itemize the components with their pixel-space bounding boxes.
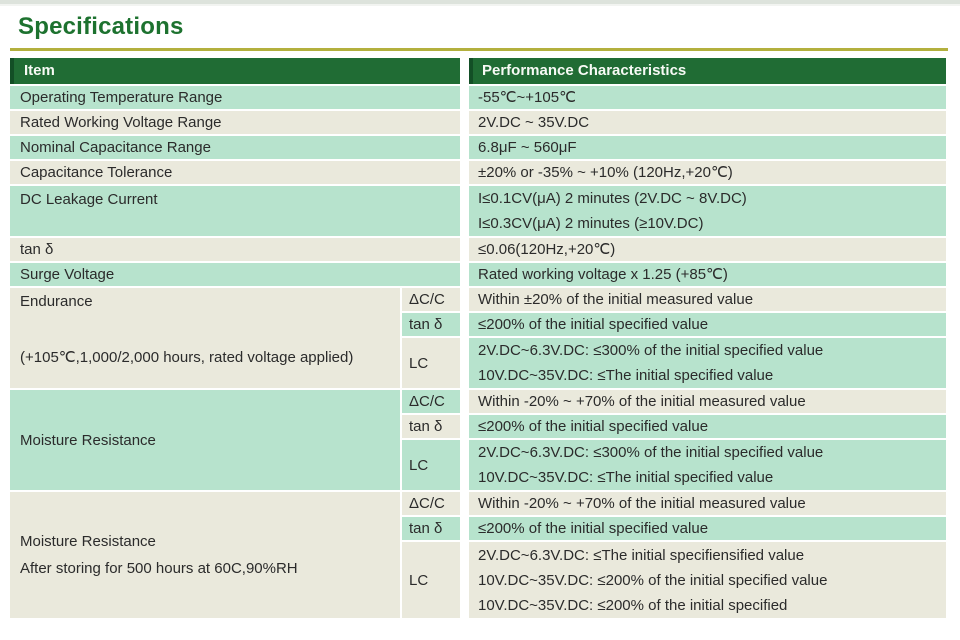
value-cell — [469, 238, 946, 261]
sub-label-cell — [402, 440, 460, 490]
value-text: Within -20% ~ +70% of the initial measured value — [478, 393, 806, 410]
value-text: 6.8μF ~ 560μF — [478, 139, 577, 156]
sub-row — [402, 390, 946, 413]
sub-label-cell — [402, 338, 460, 388]
sub-label: ΔC/C — [409, 291, 445, 308]
top-strip — [0, 0, 960, 6]
item-cell — [10, 238, 460, 261]
sub-label: ΔC/C — [409, 393, 445, 410]
table-row — [10, 238, 946, 261]
section-condition: After storing for 500 hours at 60C,90%RH — [20, 560, 298, 577]
sub-label-cell — [402, 390, 460, 413]
value-cell — [469, 338, 946, 388]
sub-label: tan δ — [409, 418, 443, 435]
item-label: Operating Temperature Range — [20, 89, 223, 106]
value-text: 10V.DC~35V.DC: ≤200% of the initial specified value — [478, 571, 828, 589]
value-cell — [469, 390, 946, 413]
value-cell — [469, 161, 946, 184]
value-text: ≤200% of the initial specified value — [478, 316, 709, 333]
item-cell — [10, 161, 460, 184]
section-subrows — [402, 492, 946, 618]
value-cell — [469, 492, 946, 515]
sub-row — [402, 492, 946, 515]
value-cell — [469, 186, 946, 236]
item-label: DC Leakage Current — [20, 191, 158, 208]
sub-label: tan δ — [409, 520, 443, 537]
header-item-cell — [10, 58, 460, 84]
value-text: 10V.DC~35V.DC: ≤The initial specified value — [478, 367, 774, 384]
section-label: Endurance — [20, 293, 93, 310]
value-text: -55℃~+105℃ — [478, 89, 576, 106]
sub-label: LC — [409, 456, 429, 474]
table-row — [10, 111, 946, 134]
item-label: Surge Voltage — [20, 266, 115, 283]
value-cell — [469, 313, 946, 336]
sub-row — [402, 517, 946, 540]
item-cell — [10, 136, 460, 159]
value-text: ≤0.06(120Hz,+20℃) — [478, 241, 616, 258]
page-title: Specifications — [18, 13, 184, 40]
section-condition: (+105℃,1,000/2,000 hours, rated voltage applied) — [20, 349, 354, 366]
sub-label: LC — [409, 354, 429, 372]
value-text: ≤200% of the initial specified value — [478, 418, 709, 435]
section-label-cell — [10, 492, 400, 618]
item-label: Nominal Capacitance Range — [20, 139, 211, 156]
item-cell — [10, 186, 460, 236]
section-label: Moisture Resistance — [20, 431, 156, 449]
sub-label-cell — [402, 415, 460, 438]
value-text: I≤0.3CV(μA) 2 minutes (≥10V.DC) — [478, 215, 704, 232]
value-text: Within -20% ~ +70% of the initial measured value — [478, 495, 806, 512]
value-text: 2V.DC ~ 35V.DC — [478, 114, 590, 131]
sub-row — [402, 288, 946, 311]
sub-label-cell — [402, 517, 460, 540]
header-value-cell — [469, 58, 946, 84]
table-row — [10, 86, 946, 109]
section-subrows — [402, 390, 946, 490]
sub-label-cell — [402, 313, 460, 336]
value-cell — [469, 415, 946, 438]
table-row — [10, 263, 946, 286]
value-text: 10V.DC~35V.DC: ≤The initial specified value — [478, 469, 774, 486]
table-section-endurance — [10, 288, 946, 388]
sub-label-cell — [402, 288, 460, 311]
value-text: 2V.DC~6.3V.DC: ≤300% of the initial specified value — [478, 444, 824, 461]
value-text: I≤0.1CV(μA) 2 minutes (2V.DC ~ 8V.DC) — [478, 190, 747, 207]
value-cell — [469, 136, 946, 159]
value-cell — [469, 288, 946, 311]
sub-label: tan δ — [409, 316, 443, 333]
value-cell — [469, 86, 946, 109]
value-cell — [469, 111, 946, 134]
sub-row — [402, 415, 946, 438]
section-label-cell — [10, 390, 400, 490]
specifications-table — [10, 58, 946, 618]
sub-row — [402, 440, 946, 490]
item-label: Capacitance Tolerance — [20, 164, 173, 181]
sub-row — [402, 338, 946, 388]
value-text: Rated working voltage x 1.25 (+85℃) — [478, 266, 728, 283]
header-item-label: Item — [24, 62, 55, 79]
value-text: 2V.DC~6.3V.DC: ≤The initial specifiensified value — [478, 546, 805, 564]
value-cell — [469, 542, 946, 618]
item-label: Rated Working Voltage Range — [20, 114, 222, 131]
sub-label: ΔC/C — [409, 495, 445, 512]
value-cell — [469, 517, 946, 540]
value-cell — [469, 440, 946, 490]
table-section-moisture-resistance-storage — [10, 492, 946, 618]
header-value-label: Performance Characteristics — [482, 62, 687, 79]
table-row — [10, 186, 946, 236]
value-cell — [469, 263, 946, 286]
table-row — [10, 161, 946, 184]
value-text: ≤200% of the initial specified value — [478, 520, 709, 537]
sub-row — [402, 313, 946, 336]
value-text: 2V.DC~6.3V.DC: ≤300% of the initial specified value — [478, 342, 824, 359]
section-label-cell — [10, 288, 400, 388]
value-text: ±20% or -35% ~ +10% (120Hz,+20℃) — [478, 164, 733, 181]
section-subrows — [402, 288, 946, 388]
item-cell — [10, 263, 460, 286]
table-row — [10, 136, 946, 159]
value-text: 10V.DC~35V.DC: ≤200% of the initial specified — [478, 596, 788, 614]
sub-label: LC — [409, 571, 429, 589]
table-section-moisture-resistance — [10, 390, 946, 490]
table-header-row — [10, 58, 946, 84]
item-cell — [10, 86, 460, 109]
item-label: tan δ — [20, 241, 54, 258]
item-cell — [10, 111, 460, 134]
title-underline — [10, 48, 948, 51]
sub-label-cell — [402, 542, 460, 618]
sub-label-cell — [402, 492, 460, 515]
section-label: Moisture Resistance — [20, 533, 156, 550]
value-text: Within ±20% of the initial measured value — [478, 291, 754, 308]
sub-row — [402, 542, 946, 618]
